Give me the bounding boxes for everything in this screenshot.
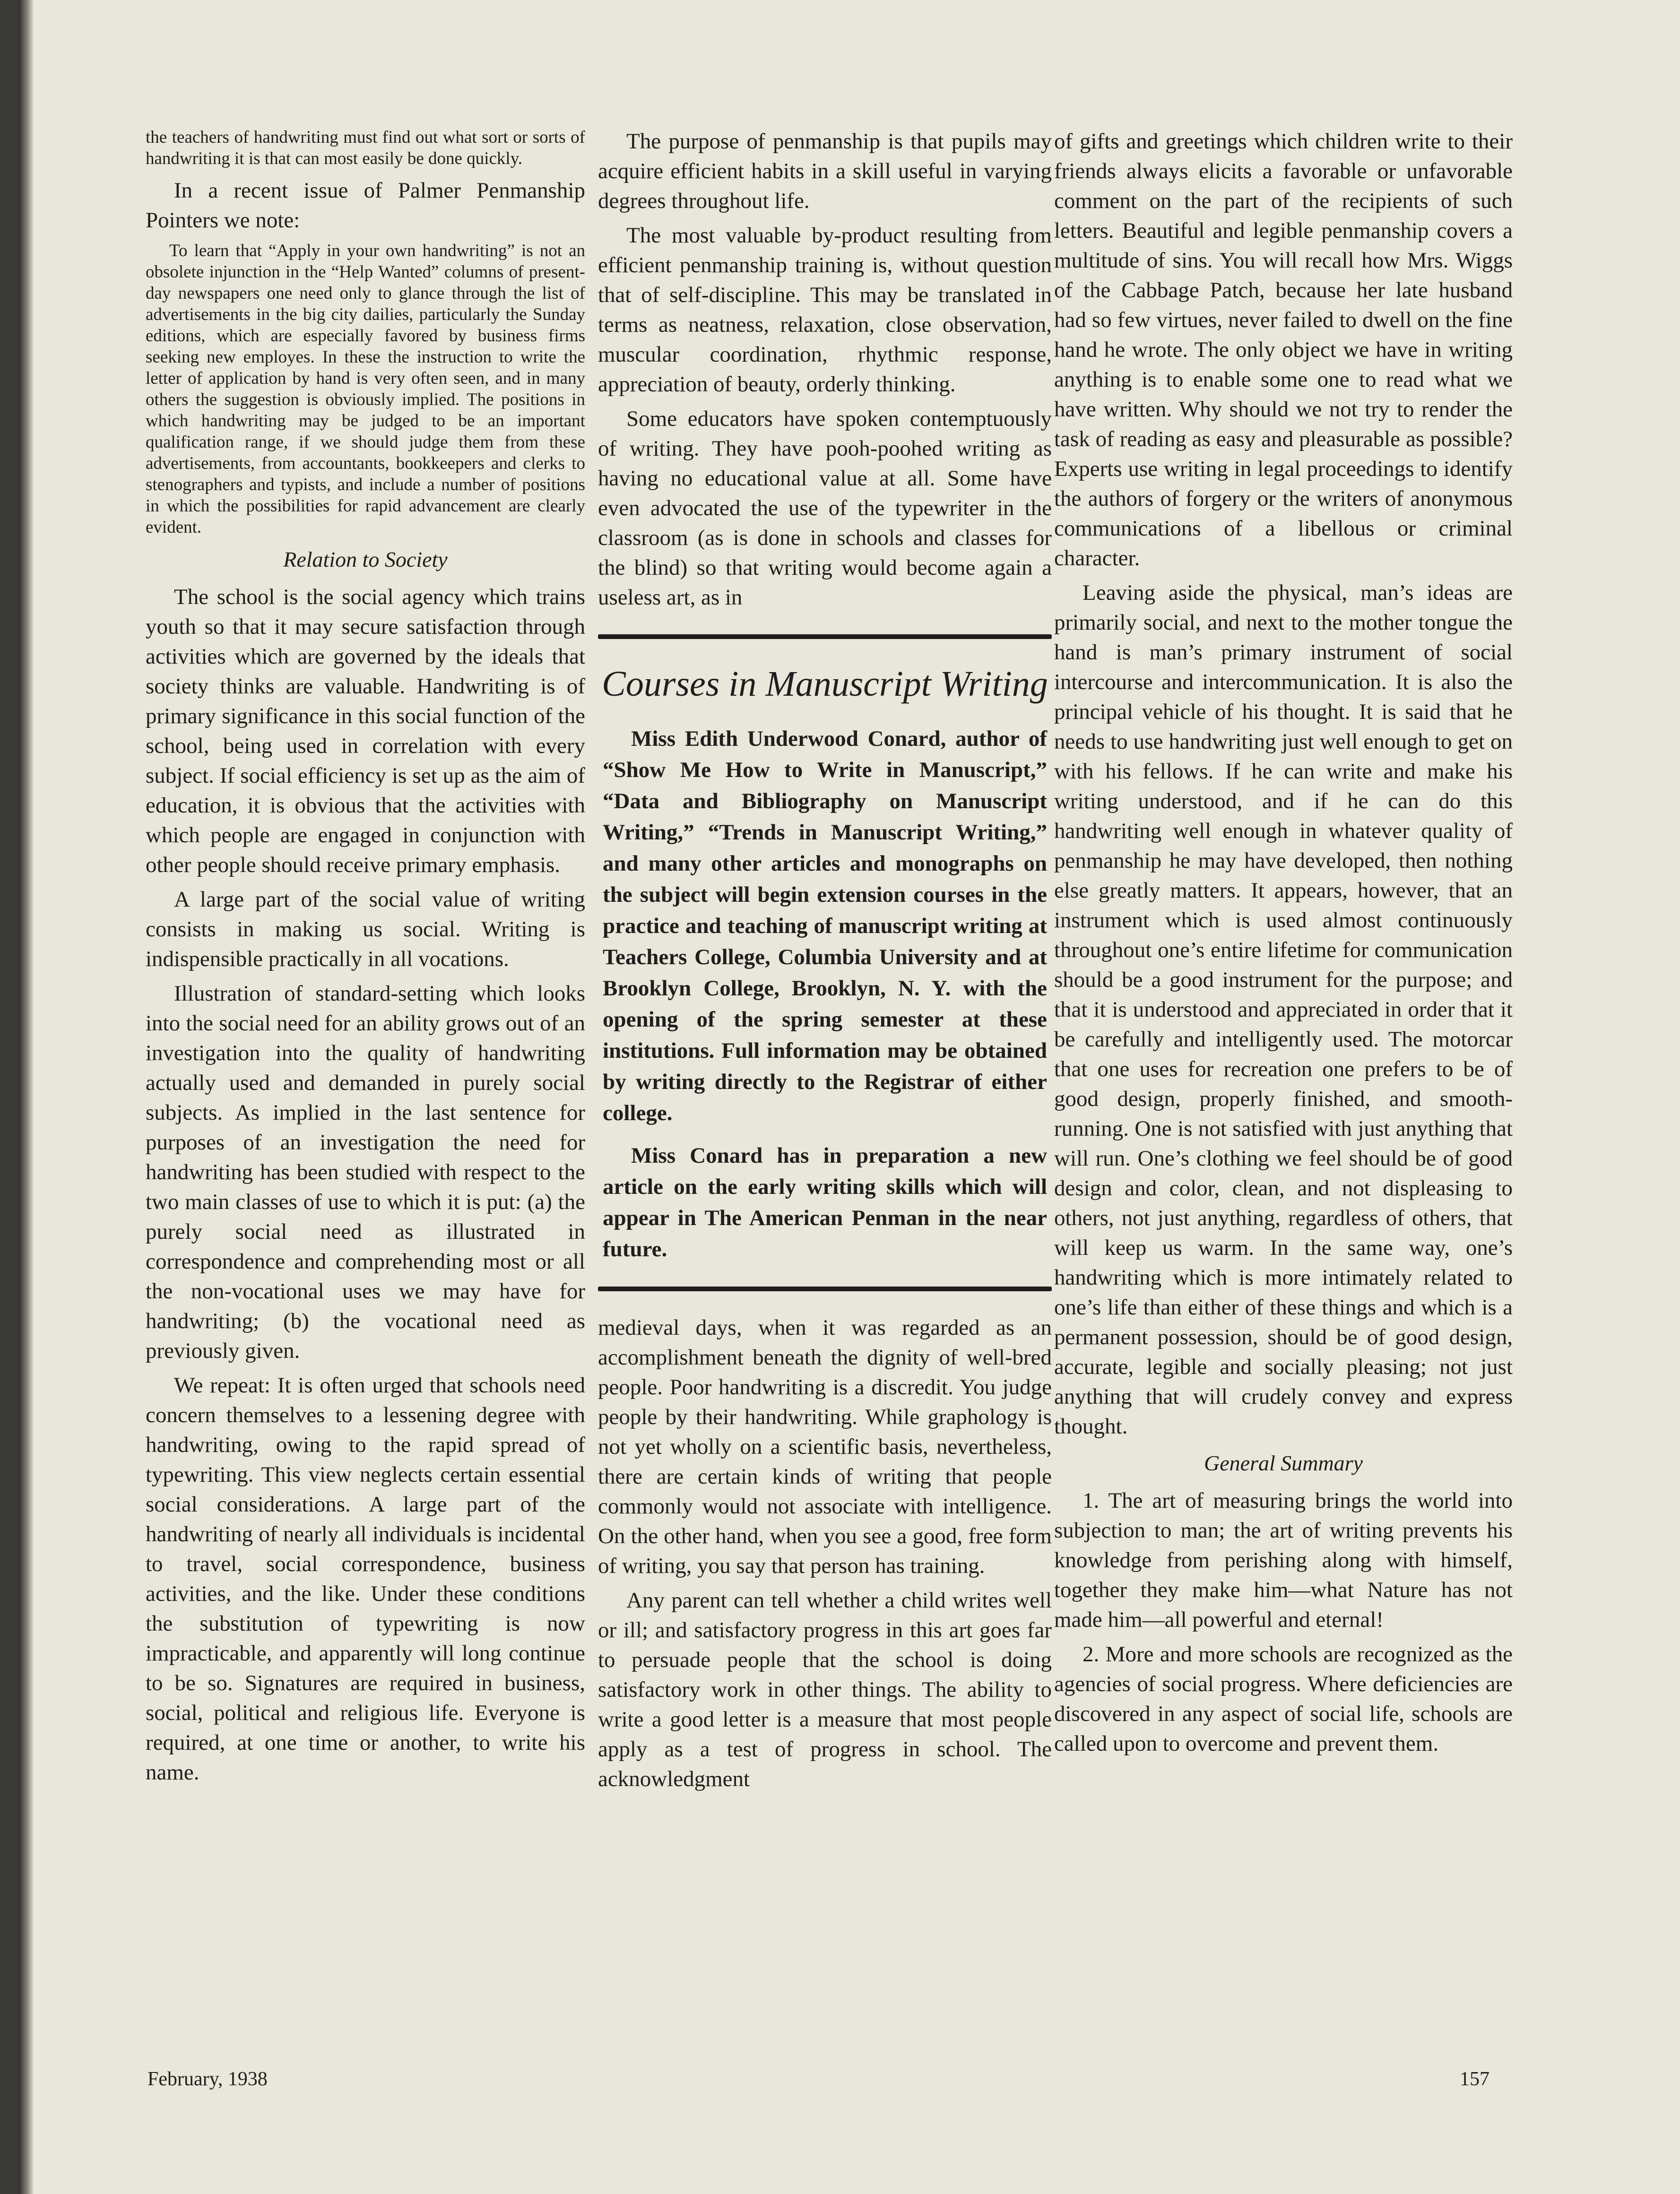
footer-date: February, 1938 <box>147 2068 268 2090</box>
right-column <box>1054 127 1513 1763</box>
paragraph-gifts: of gifts and greetings which children write to their friends always elicits a favorable or unfavorable comment on the part of the recipients of such letters. Beautiful and legible penmanship covers a multitude of sins. You will recall how Mrs. Wiggs of the Cabbage Patch, because her late husband had so few virtues, never failed to dwell on the fine hand he wrote. The only object we have in writing anything is to enable some one to read what we have written. Why should we not try to render the task of reading as easy and pleasurable as possible? Experts use writing in legal proceedings to identify the authors of forgery or the writers of anonymous communications of a libellous or criminal character. <box>1054 129 1513 570</box>
intro-paragraph: the teachers of handwriting must find out what sort or sorts of handwriting it is that can most easily be done quickly. <box>146 128 585 168</box>
paragraph-standard-setting: Illustration of standard-setting which looks into the social need for an ability grows out of an investigation into the quality of handwriting actually used and demanded in purely social subjects. As implied in the last sentence for purposes of an investigation the need for handwriting has been studied with respect to the two main classes of use to which it is put: (a) the purely social need as illustrated in correspondence and comprehending most or all the non-vocational uses we may have for handwriting; (b) the vocational need as previously given. <box>146 981 585 1363</box>
paragraph-purpose: The purpose of penmanship is that pupils may acquire efficient habits in a skill useful in varying degrees throughout life. <box>598 129 1052 213</box>
courses-announcement-box <box>598 634 1052 1291</box>
box-paragraph-conard: Miss Edith Underwood Conard, author of “Show Me How to Write in Manuscript,” “Data and Bibliography on Manuscript Writing,” “Trends in Manuscript Writing,” and many other articles and monographs on the subject will begin extension courses in the practice and teaching of manuscript writing at Teachers College, Columbia University and at Brooklyn College, Brooklyn, N. Y. with the opening of the spring semester at these institutions. Full information may be obtained by writing directly to the Registrar of either college. <box>603 726 1047 1125</box>
paragraph-by-product: The most valuable by-product resulting from efficient penmanship training is, without question that of self-discipline. This may be translated in terms as neatness, relaxation, close observation, muscular coordination, rhythmic response, appreciation of beauty, orderly thinking. <box>598 223 1052 397</box>
summary-item-2: 2. More and more schools are recognized as the agencies of social progress. Where deficiencies are discovered in any aspect of social life, schools are called upon to overcome and prevent them. <box>1054 1642 1513 1756</box>
left-column <box>146 127 585 1792</box>
magazine-page <box>19 0 1680 2194</box>
paragraph-palmer-intro: In a recent issue of Palmer Penmanship Pointers we note: <box>146 178 585 233</box>
middle-column <box>598 127 1052 1799</box>
paragraph-leaving-aside: Leaving aside the physical, man’s ideas are primarily social, and next to the mother tongue the hand is man’s primary instrument of social intercourse and intercommunication. It is also the principal vehicle of his thought. It is said that he needs to use handwriting just well enough to get on with his fellows. If he can write and make his writing understood, and if he can do this handwriting well enough in whatever quality of penmanship he may have developed, then nothing else greatly matters. It appears, however, that an instrument which is used almost continuously throughout one’s entire lifetime for communication should be a good instrument for the purpose; and that it is understood and appreciated in order that it be carefully and intelligently used. The motorcar that one uses for recreation one prefers to be of good design, properly finished, and smooth-running. One is not satisfied with just anything that will run. One’s clothing we feel should be of good design and color, clean, and not displeasing to others, not just anything, regardless of others, that will keep us warm. In the same way, one’s handwriting which is more intimately related to one’s life than either of these things and which is a permanent possession, should be of good design, accurate, legible and socially pleasing; not just anything that will crudely convey and express thought. <box>1054 580 1513 1439</box>
paragraph-social-value: A large part of the social value of writing consists in making us social. Writing is indispensible practically in all vocations. <box>146 887 585 971</box>
page-number: 157 <box>1460 2068 1489 2090</box>
box-title: Courses in Manuscript Writing <box>602 664 1048 704</box>
paragraph-social-agency: The school is the social agency which trains youth so that it may secure satisfaction through activities which are governed by the ideals that society thinks are valuable. Handwriting is of primary significance in this social function of the school, being used in correlation with every subject. If social efficiency is set up as the aim of education, it is obvious that the activities with which people are engaged in conjunction with other people should receive primary emphasis. <box>146 585 585 877</box>
subhead-relation-to-society: Relation to Society <box>283 547 448 571</box>
paragraph-educators: Some educators have spoken contemptuously of writing. They have pooh-poohed writing as having no educational value at all. Some have even advocated the use of the typewriter in the classroom (as is done in schools and classes for the blind) so that writing would become again a useless art, as in <box>598 406 1052 610</box>
paragraph-we-repeat: We repeat: It is often urged that schools need concern themselves to a lessening degree with handwriting, owing to the rapid spread of typewriting. This view neglects certain essential social considerations. A large part of the handwriting of nearly all individuals is incidental to travel, social correspondence, business activities, and the like. Under these conditions the substitution of typewriting is now impracticable, and apparently will long continue to be so. Signatures are required in business, social, political and religious life. Everyone is required, at one time or another, to write his name. <box>146 1373 585 1785</box>
paragraph-medieval: medieval days, when it was regarded as an accomplishment beneath the dignity of well-bred people. Poor handwriting is a discredit. You judge people by their handwriting. While graphology is not yet wholly on a scientific basis, nevertheless, there are certain kinds of writing that people commonly would not associate with intelligence. On the other hand, when you see a good, free form of writing, you say that person has training. <box>598 1315 1052 1578</box>
summary-item-1: 1. The art of measuring brings the world into subjection to man; the art of writing prevents his knowledge from perishing along with himself, together they make him—what Nature has not made him—all powerful and eternal! <box>1054 1488 1513 1632</box>
box-paragraph-preparation: Miss Conard has in preparation a new article on the early writing skills which will appear in The American Penman in the near future. <box>603 1143 1047 1261</box>
subhead-general-summary: General Summary <box>1204 1451 1363 1475</box>
box-top-rule <box>598 634 1052 639</box>
page-spine-shadow <box>19 0 33 2194</box>
palmer-quote: To learn that “Apply in your own handwriting” is not an obsolete injunction in the “Help Wanted” columns of present-day newspapers one need only to glance through the list of advertisements in the big city dailies, particularly the Sunday editions, which are especially favored by business firms seeking new employes. In these the instruction to write the letter of application by hand is very often seen, and in many others the suggestion is obviously implied. The positions in which handwriting may be judged to be an important qualification range, if we should judge them from these advertisements, from accountants, bookkeepers and clerks to stenographers and typists, and include a number of positions in which the possibilities for rapid advancement are clearly evident. <box>146 241 585 537</box>
paragraph-parent: Any parent can tell whether a child writes well or ill; and satisfactory progress in this art goes far to persuade people that the school is doing satisfactory work in other things. The ability to write a good letter is a measure that most people apply as a test of progress in school. The acknowledgment <box>598 1588 1052 1791</box>
box-bottom-rule <box>598 1287 1052 1291</box>
